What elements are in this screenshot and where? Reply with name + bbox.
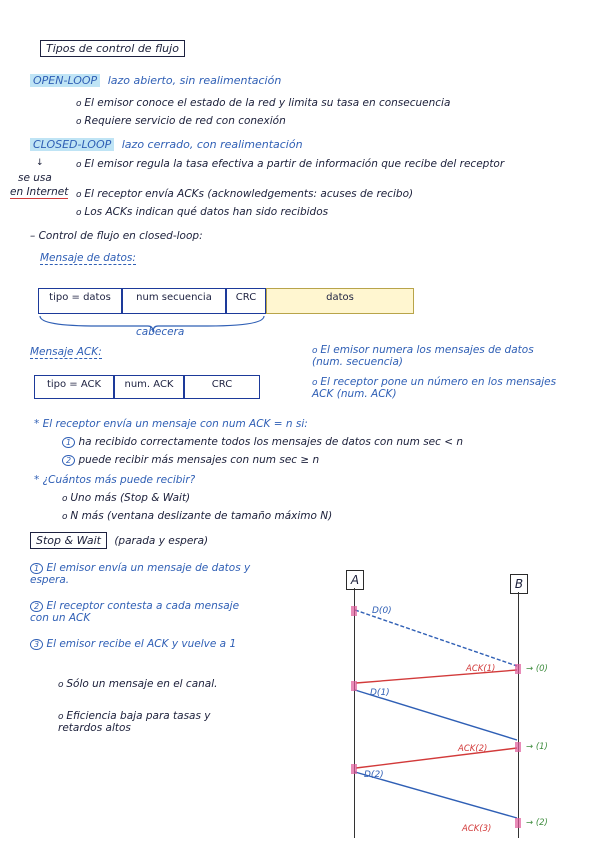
data-field-seq: num secuencia [122, 288, 226, 314]
step-number: 1 [30, 563, 43, 574]
arrow-down-icon: ↓ [36, 158, 44, 168]
data-label: D(2) [364, 770, 384, 780]
header-label: cabecera [136, 326, 185, 338]
step-text: El emisor envía un mensaje de datos y espera. [30, 562, 251, 586]
ack-field-type: tipo = ACK [34, 375, 114, 399]
node-b: B [510, 574, 528, 594]
ack-field-num: num. ACK [114, 375, 184, 399]
data-msg-heading: Mensaje de datos: [40, 252, 136, 264]
data-label: D(1) [370, 688, 390, 698]
stop-wait-label: Stop & Wait [30, 532, 107, 549]
open-loop-bullet: o El emisor conoce el estado de la red y limita su tasa en consecuencia [76, 97, 450, 109]
page-title: Tipos de control de flujo [40, 40, 185, 57]
step-text: El receptor contesta a cada mensaje con un ACK [30, 600, 240, 624]
rule-text: ha recibido correctamente todos los mensajes de datos con num sec < n [78, 436, 464, 448]
data-field-crc: CRC [226, 288, 266, 314]
rule-answer: o N más (ventana deslizante de tamaño máximo N) [62, 510, 332, 522]
ack-msg-heading: Mensaje ACK: [30, 346, 102, 358]
open-loop-bullet: o Requiere servicio de red con conexión [76, 115, 286, 127]
closed-loop-bullet: o Los ACKs indican qué datos han sido recibidos [76, 206, 328, 218]
closed-loop-bullet: o El receptor envía ACKs (acknowledgements: acuses de recibo) [76, 188, 413, 200]
rule-main: * El receptor envía un mensaje con num ACK = n si: [34, 418, 308, 430]
deliver-label: → (1) [526, 742, 548, 752]
node-a: A [346, 570, 364, 590]
side-note: se usa [18, 172, 52, 184]
ack-field-crc: CRC [184, 375, 260, 399]
ack-label: ACK(3) [462, 824, 492, 834]
deliver-label: → (0) [526, 664, 548, 674]
ack-note: o El emisor numera los mensajes de datos (num. secuencia) [312, 344, 562, 368]
closed-loop-bullet: o El emisor regula la tasa efectiva a partir de información que recibe del receptor [76, 158, 586, 170]
ack-note: o El receptor pone un número en los mensajes ACK (num. ACK) [312, 376, 562, 400]
step-number: 3 [30, 639, 43, 650]
step-number: 2 [30, 601, 43, 612]
side-note: en Internet [10, 186, 69, 198]
rule-answer: o Uno más (Stop & Wait) [62, 492, 190, 504]
open-loop-desc: lazo abierto, sin realimentación [107, 74, 282, 87]
rule-question: * ¿Cuántos más puede recibir? [34, 474, 196, 486]
step-text: El emisor recibe el ACK y vuelve a 1 [46, 638, 237, 650]
rule-number: 1 [62, 437, 75, 448]
rule-number: 2 [62, 455, 75, 466]
stop-wait-sub: o Sólo un mensaje en el canal. [58, 678, 228, 690]
closed-loop-desc: lazo cerrado, con realimentación [121, 138, 303, 151]
data-label: D(0) [372, 606, 392, 616]
data-field-payload: datos [266, 288, 414, 314]
deliver-label: → (2) [526, 818, 548, 828]
ack-label: ACK(2) [458, 744, 488, 754]
rule-text: puede recibir más mensajes con num sec ≥ n [78, 454, 320, 466]
data-field-type: tipo = datos [38, 288, 122, 314]
closed-loop-label: CLOSED-LOOP [30, 138, 114, 151]
open-loop-label: OPEN-LOOP [30, 74, 100, 87]
stop-wait-desc: (parada y espera) [114, 535, 209, 547]
control-heading: – Control de flujo en closed-loop: [30, 230, 203, 242]
ack-label: ACK(1) [466, 664, 496, 674]
stop-wait-sub: o Eficiencia baja para tasas y retardos altos [58, 710, 248, 734]
